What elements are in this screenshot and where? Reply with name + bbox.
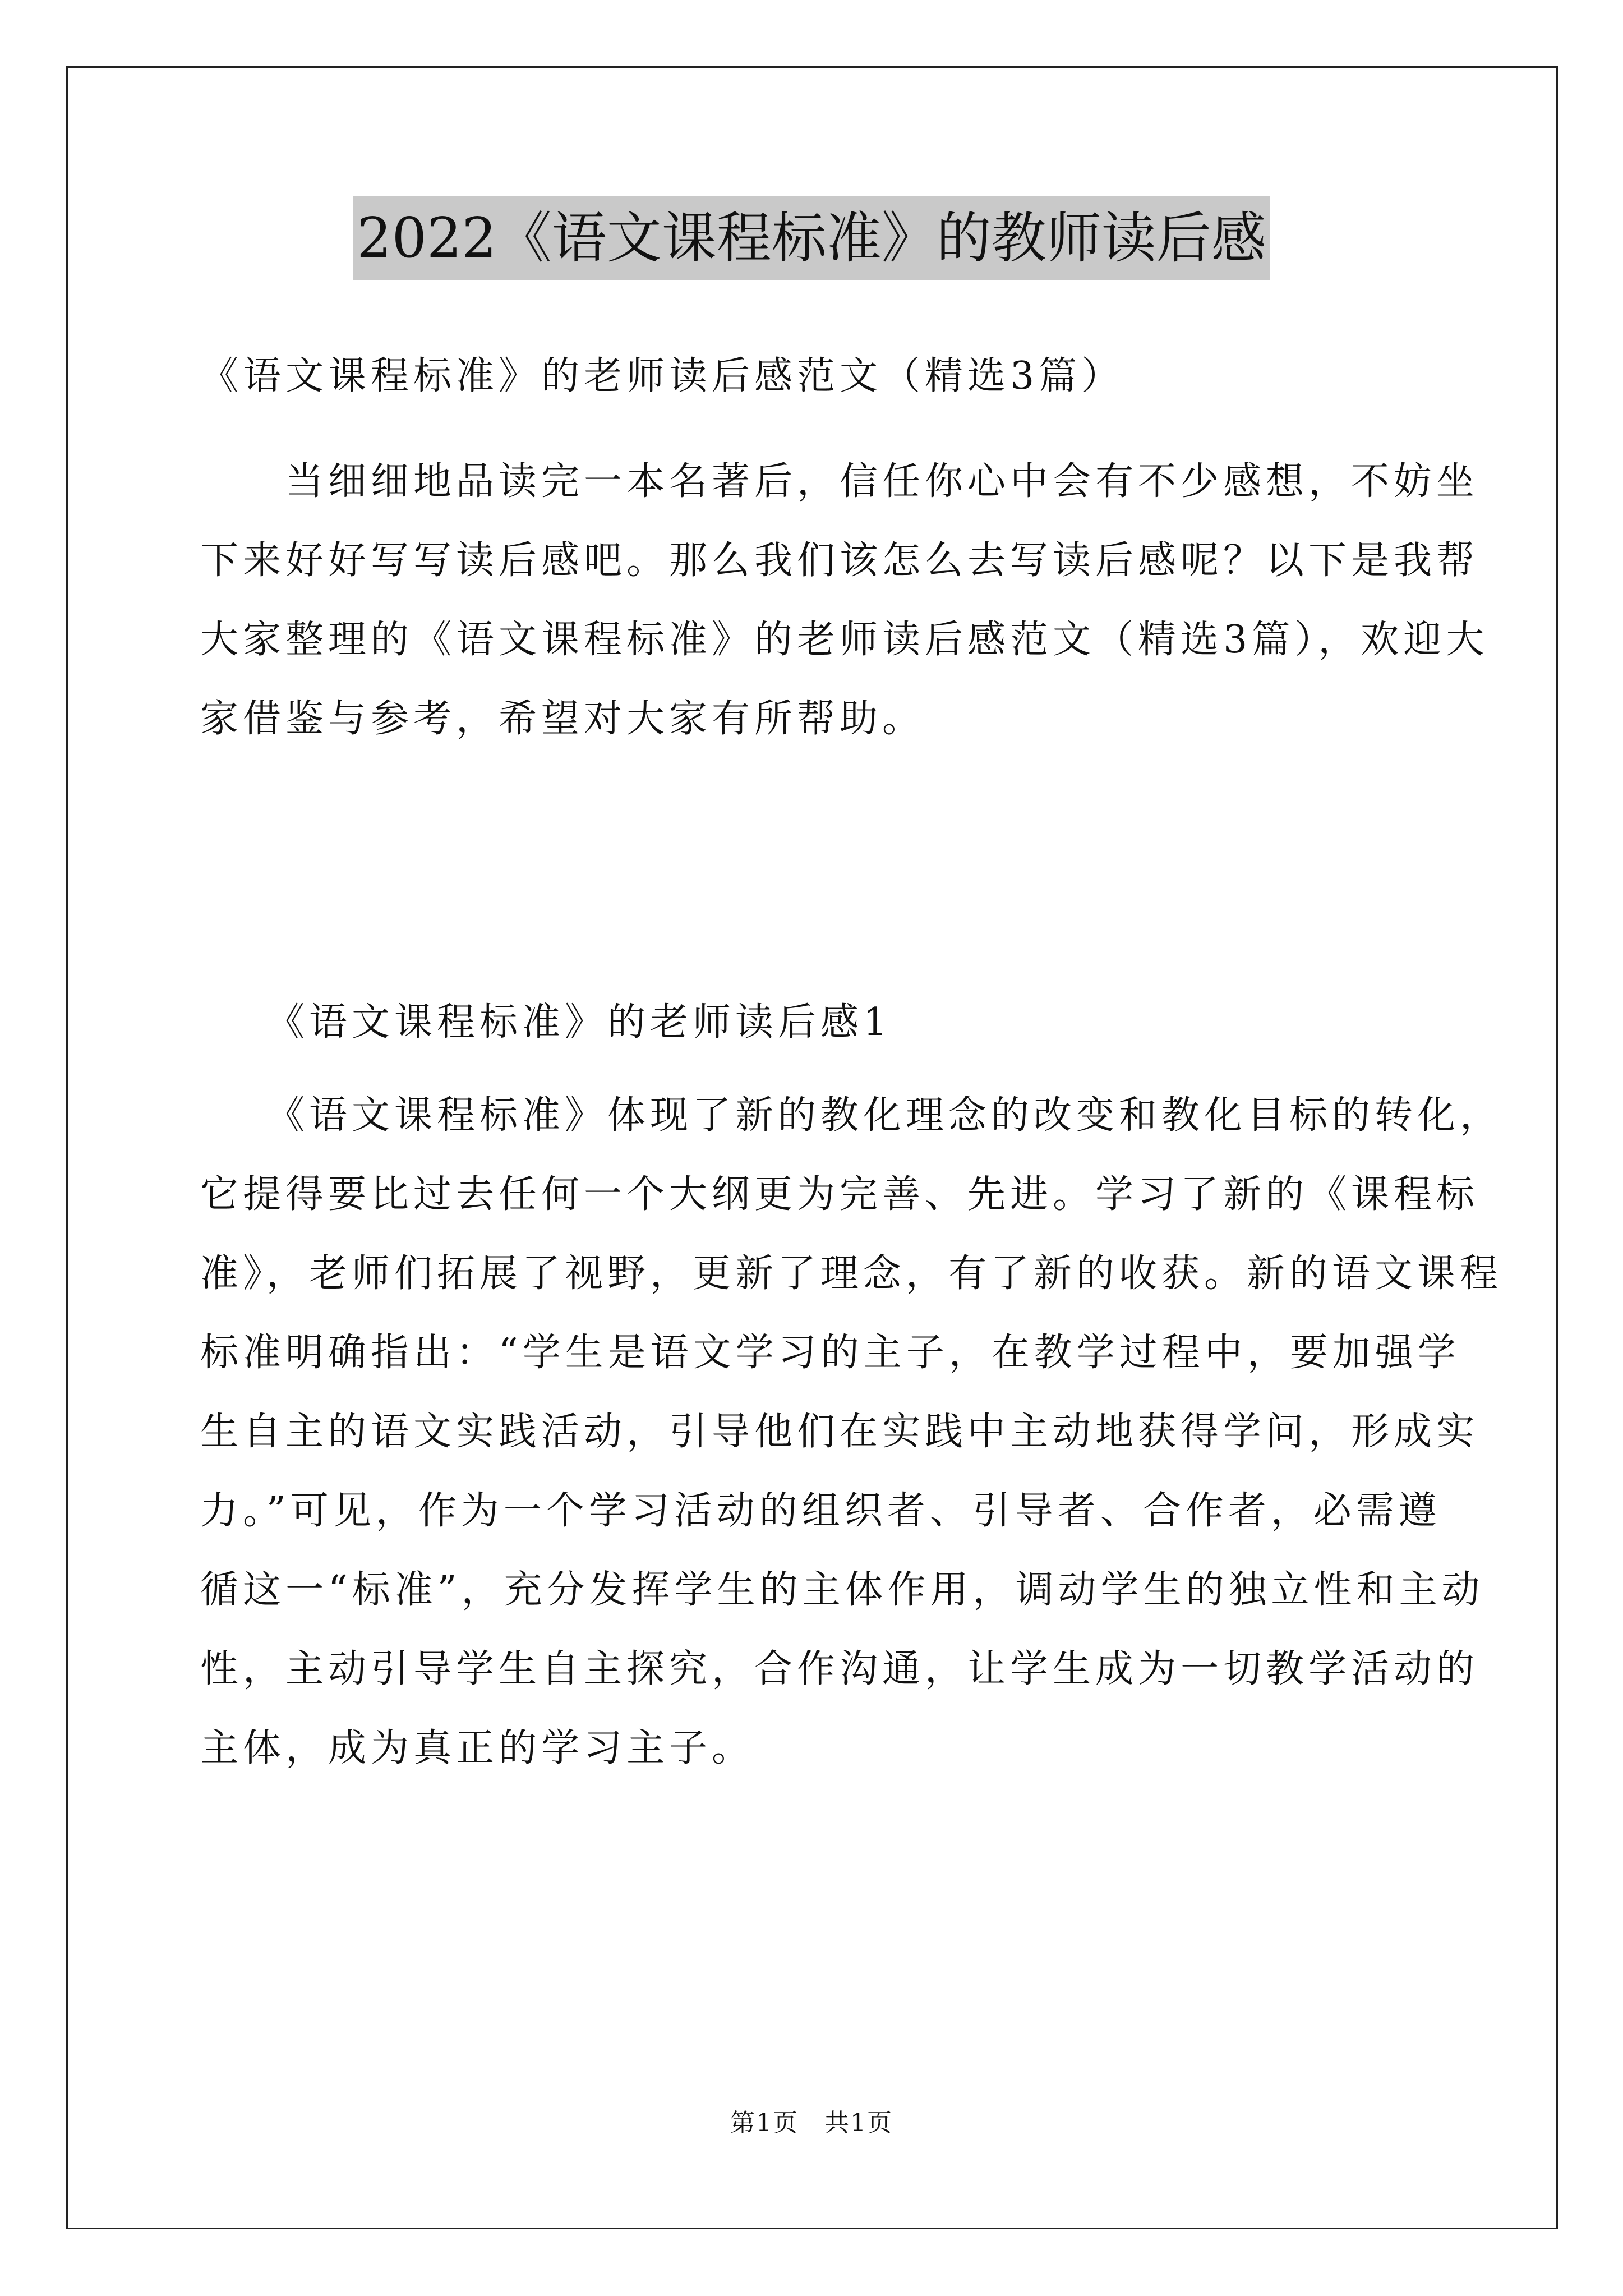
body-line: 性，主动引导学生自主探究，合作沟通，让学生成为一切教学活动的 [200, 1647, 1479, 1691]
body-line: 力。”可见，作为一个学习活动的组织者、引导者、合作者，必需遵 [200, 1489, 1441, 1533]
body-line: 主体，成为真正的学习主子。 [200, 1726, 755, 1770]
section-heading-line: 《语文课程标准》的老师读后感1 [200, 1000, 892, 1045]
intro-line: 下来好好写写读后感吧。那么我们该怎么去写读后感呢？以下是我帮 [200, 539, 1479, 583]
body-line: 生自主的语文实践活动，引导他们在实践中主动地获得学问，形成实 [200, 1410, 1479, 1454]
subtitle-line: 《语文课程标准》的老师读后感范文（精选3篇） [200, 354, 1124, 398]
body-line: 标准明确指出：“学生是语文学习的主子，在教学过程中，要加强学 [200, 1331, 1460, 1375]
body-paragraph [200, 1076, 1503, 1788]
intro-line: 大家整理的《语文课程标准》的老师读后感范文（精选3篇），欢迎大 [200, 618, 1489, 662]
body-line: 《语文课程标准》体现了新的教化理念的改变和教化目标的转化， [200, 1093, 1503, 1138]
intro-line: 家借鉴与参考，希望对大家有所帮助。 [200, 697, 925, 741]
intro-paragraph [200, 442, 1489, 758]
document-title: 2022《语文课程标准》的教师读后感 [353, 196, 1269, 280]
body-line: 它提得要比过去任何一个大纲更为完善、先进。学习了新的《课程标 [200, 1172, 1479, 1217]
body-line: 准》，老师们拓展了视野，更新了理念，有了新的收获。新的语文课程 [200, 1251, 1503, 1296]
intro-line: 当细细地品读完一本名著后，信任你心中会有不少感想，不妨坐 [200, 459, 1479, 504]
body-line: 循这一“标准”，充分发挥学生的主体作用，调动学生的独立性和主动 [200, 1568, 1484, 1612]
subtitle [200, 337, 1434, 416]
page-footer: 第1页 共1页 [730, 2109, 893, 2137]
section-heading [200, 983, 1434, 1062]
title-container [0, 196, 1623, 280]
